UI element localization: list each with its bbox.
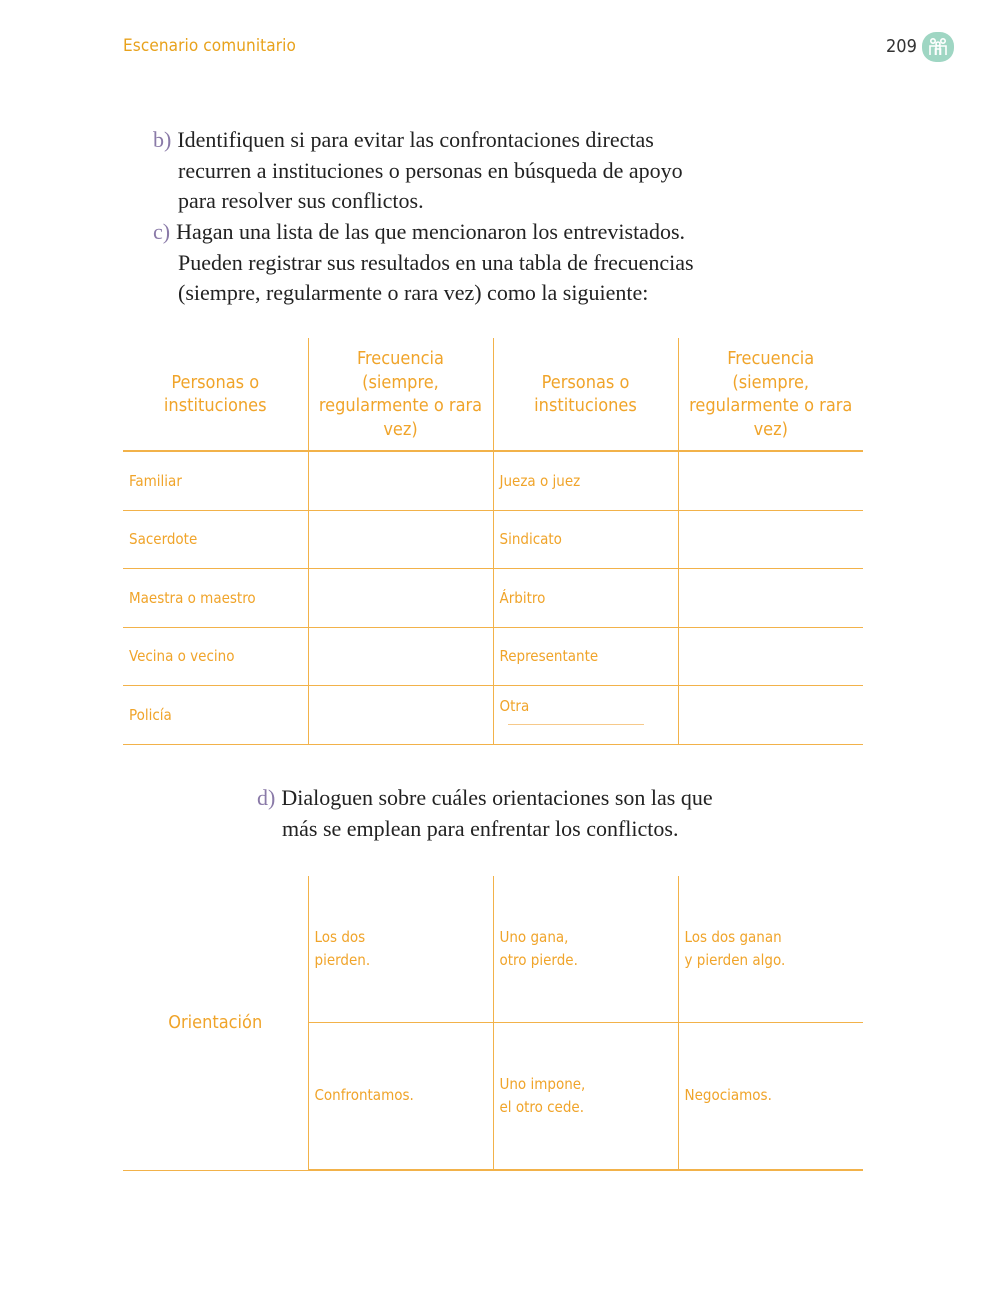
section-title: Escenario comunitario xyxy=(123,36,296,56)
otra-label: Otra xyxy=(499,696,530,715)
frequency-cell[interactable] xyxy=(308,569,493,628)
instruction-b xyxy=(153,125,713,217)
frequency-table-header-row xyxy=(123,338,863,451)
frequency-cell[interactable] xyxy=(678,569,863,628)
instruction-d-line-1: Dialoguen sobre cuáles orientaciones son las que xyxy=(281,785,713,810)
instruction-c-line-2: Pueden registrar sus resultados en una tabla de frecuencias xyxy=(178,249,694,275)
person-cell: Maestra o maestro xyxy=(123,569,308,628)
person-cell: Sacerdote xyxy=(123,510,308,569)
person-cell: Sindicato xyxy=(493,510,678,569)
instruction-c-line-3: (siempre, regularmente o rara vez) como la siguiente: xyxy=(178,280,649,306)
frequency-cell[interactable] xyxy=(678,451,863,510)
instruction-c xyxy=(153,217,713,309)
orientation-option: Confrontamos. xyxy=(308,1023,493,1171)
instruction-b-line-1: Identifiquen si para evitar las confrontaciones directas xyxy=(177,127,654,152)
frequency-cell[interactable] xyxy=(678,686,863,745)
person-cell: Árbitro xyxy=(493,569,678,628)
header-personas-instituciones-2: Personas o instituciones xyxy=(493,338,678,451)
frequency-cell[interactable] xyxy=(308,627,493,686)
community-people-icon xyxy=(922,32,954,62)
instruction-c-marker: c) xyxy=(153,219,171,244)
instruction-d xyxy=(257,783,737,844)
frequency-cell[interactable] xyxy=(678,627,863,686)
person-cell: Vecina o vecino xyxy=(123,627,308,686)
table-row xyxy=(123,627,863,686)
orientation-option: Los dos ganan y pierden algo. xyxy=(678,876,863,1023)
table-row xyxy=(123,510,863,569)
frequency-cell[interactable] xyxy=(308,686,493,745)
header-personas-instituciones-1: Personas o instituciones xyxy=(123,338,308,451)
frequency-table xyxy=(123,338,863,745)
frequency-cell[interactable] xyxy=(308,451,493,510)
instruction-c-line-1: Hagan una lista de las que mencionaron los entrevistados. xyxy=(176,219,686,244)
otra-write-line[interactable] xyxy=(508,724,644,725)
instruction-b-line-3: para resolver sus conflictos. xyxy=(178,188,424,214)
otra-cell xyxy=(493,686,678,745)
orientation-table xyxy=(123,876,863,1171)
frequency-cell[interactable] xyxy=(308,510,493,569)
orientation-option: Uno gana, otro pierde. xyxy=(493,876,678,1023)
header-frecuencia-1: Frecuencia (siempre, regularmente o rara vez) xyxy=(308,338,493,451)
table-row xyxy=(123,451,863,510)
person-cell: Policía xyxy=(123,686,308,745)
instruction-b-marker: b) xyxy=(153,127,172,152)
table-row xyxy=(123,569,863,628)
orientation-option: Negociamos. xyxy=(678,1023,863,1171)
orientation-option: Los dos pierden. xyxy=(308,876,493,1023)
instruction-b-line-2: recurren a instituciones o personas en búsqueda de apoyo xyxy=(178,157,683,183)
person-cell: Representante xyxy=(493,627,678,686)
page-number: 209 xyxy=(886,36,917,57)
instruction-d-marker: d) xyxy=(257,785,276,810)
table-row xyxy=(123,686,863,745)
orientation-label: Orientación xyxy=(123,876,308,1170)
orientation-option: Uno impone, el otro cede. xyxy=(493,1023,678,1171)
person-cell: Jueza o juez xyxy=(493,451,678,510)
header-frecuencia-2: Frecuencia (siempre, regularmente o rara vez) xyxy=(678,338,863,451)
table-row xyxy=(123,876,863,1023)
frequency-cell[interactable] xyxy=(678,510,863,569)
instruction-d-line-2: más se emplean para enfrentar los conflictos. xyxy=(282,815,679,841)
person-cell: Familiar xyxy=(123,451,308,510)
